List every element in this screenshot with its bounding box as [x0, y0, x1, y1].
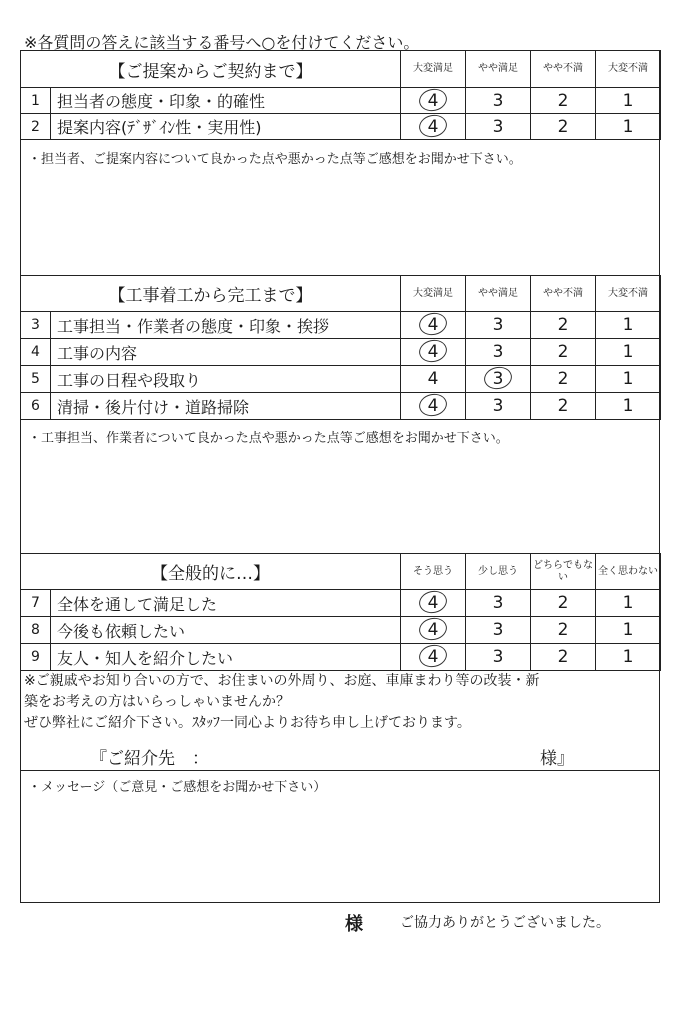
- referral-label: 『ご紹介先 ：: [90, 749, 209, 769]
- section1-comment-prompt: ・担当者、ご提案内容について良かった点や悪かった点等ご感想をお聞かせ下さい。: [28, 152, 522, 167]
- section1-table: [20, 50, 661, 140]
- section2-col-2: やや満足: [466, 276, 531, 312]
- question-row-8: [21, 617, 661, 644]
- circle-mark: [417, 617, 449, 643]
- score-3-option[interactable]: 3: [466, 366, 531, 393]
- question-row-5: [21, 366, 661, 393]
- circle-mark: [417, 393, 449, 419]
- score-4-option[interactable]: 4: [401, 617, 466, 644]
- score-4-option[interactable]: 4: [401, 114, 466, 140]
- section2-col-3: やや不満: [531, 276, 596, 312]
- circle-mark: [417, 590, 449, 616]
- section3-col-1: そう思う: [401, 554, 466, 590]
- score-2-option[interactable]: 2: [531, 366, 596, 393]
- score-1-option[interactable]: 1: [596, 88, 661, 114]
- score-4-option[interactable]: 4: [401, 590, 466, 617]
- referral-note-line1: ※ご親戚やお知り合いの方で、お住まいの外周り、お庭、車庫まわり等の改装・新: [24, 673, 540, 689]
- question-row-6: [21, 393, 661, 420]
- score-2-option[interactable]: 2: [531, 88, 596, 114]
- score-3-option[interactable]: 3: [466, 339, 531, 366]
- score-4-option[interactable]: 4: [401, 88, 466, 114]
- score-2-option[interactable]: 2: [531, 590, 596, 617]
- referral-note-line2: 築をお考えの方はいらっしゃいませんか？: [24, 694, 290, 710]
- circle-mark: [417, 114, 449, 140]
- score-3-option[interactable]: 3: [466, 114, 531, 140]
- question-text: 今後も依頼したい: [51, 617, 401, 644]
- score-1-option[interactable]: 1: [596, 366, 661, 393]
- score-1-option[interactable]: 1: [596, 339, 661, 366]
- score-4-option[interactable]: 4: [401, 312, 466, 339]
- question-row-2: [21, 114, 661, 140]
- section3-col-3: どちらでもない: [531, 554, 596, 590]
- question-text: 工事の日程や段取り: [51, 366, 401, 393]
- question-number: 7: [21, 590, 51, 617]
- score-1-option[interactable]: 1: [596, 617, 661, 644]
- section1-col-3: やや不満: [531, 51, 596, 88]
- referral-suffix: 様』: [540, 749, 574, 769]
- question-row-3: [21, 312, 661, 339]
- score-2-option[interactable]: 2: [531, 339, 596, 366]
- question-text: 全体を通して満足した: [51, 590, 401, 617]
- divider: [20, 770, 660, 771]
- score-4-option[interactable]: 4: [401, 339, 466, 366]
- question-number: 1: [21, 88, 51, 114]
- question-number: 9: [21, 644, 51, 671]
- question-row-9: [21, 644, 661, 671]
- section2-col-1: 大変満足: [401, 276, 466, 312]
- score-2-option[interactable]: 2: [531, 617, 596, 644]
- question-number: 4: [21, 339, 51, 366]
- question-row-4: [21, 339, 661, 366]
- score-1-option[interactable]: 1: [596, 393, 661, 420]
- circle-mark: [417, 339, 449, 365]
- score-2-option[interactable]: 2: [531, 644, 596, 671]
- section2-col-4: 大変不満: [596, 276, 661, 312]
- score-4-option[interactable]: 4: [401, 393, 466, 420]
- score-2-option[interactable]: 2: [531, 393, 596, 420]
- score-3-option[interactable]: 3: [466, 393, 531, 420]
- section2-table: [20, 275, 661, 420]
- section3-col-2: 少し思う: [466, 554, 531, 590]
- section3-col-4: 全く思わない: [596, 554, 661, 590]
- question-text: 友人・知人を紹介したい: [51, 644, 401, 671]
- question-row-1: [21, 88, 661, 114]
- section1-title: 【ご提案からご契約まで】: [21, 51, 401, 88]
- circle-mark: [482, 366, 514, 392]
- score-3-option[interactable]: 3: [466, 88, 531, 114]
- score-1-option[interactable]: 1: [596, 114, 661, 140]
- question-number: 5: [21, 366, 51, 393]
- circle-mark: [417, 88, 449, 114]
- question-number: 3: [21, 312, 51, 339]
- score-3-option[interactable]: 3: [466, 617, 531, 644]
- circle-mark: [417, 312, 449, 338]
- section1-col-1: 大変満足: [401, 51, 466, 88]
- score-1-option[interactable]: 1: [596, 644, 661, 671]
- question-row-7: [21, 590, 661, 617]
- section2-comment-prompt: ・工事担当、作業者について良かった点や悪かった点等ご感想をお聞かせ下さい。: [28, 431, 509, 446]
- section2-title: 【工事着工から完工まで】: [21, 276, 401, 312]
- question-number: 6: [21, 393, 51, 420]
- score-1-option[interactable]: 1: [596, 312, 661, 339]
- score-4-option[interactable]: 4: [401, 366, 466, 393]
- question-number: 2: [21, 114, 51, 140]
- question-text: 工事の内容: [51, 339, 401, 366]
- score-3-option[interactable]: 3: [466, 590, 531, 617]
- score-1-option[interactable]: 1: [596, 590, 661, 617]
- score-2-option[interactable]: 2: [531, 114, 596, 140]
- question-text: 清掃・後片付け・道路掃除: [51, 393, 401, 420]
- question-number: 8: [21, 617, 51, 644]
- question-text: 工事担当・作業者の態度・印象・挨拶: [51, 312, 401, 339]
- instruction-text: ※各質問の答えに該当する番号へ○を付けてください。: [24, 33, 420, 52]
- referral-note-line3: ぜひ弊社にご紹介下さい。ｽﾀｯﾌ一同心よりお待ち申し上げております。: [24, 715, 471, 731]
- circle-mark: [417, 644, 449, 670]
- score-3-option[interactable]: 3: [466, 644, 531, 671]
- score-4-option[interactable]: 4: [401, 644, 466, 671]
- section1-col-4: 大変不満: [596, 51, 661, 88]
- section1-col-2: やや満足: [466, 51, 531, 88]
- question-text: 提案内容(ﾃﾞｻﾞｲﾝ性・実用性): [51, 114, 401, 140]
- section3-title: 【全般的に…】: [21, 554, 401, 590]
- thanks-text: ご協力ありがとうございました。: [400, 915, 610, 931]
- name-suffix: 様: [345, 914, 363, 935]
- score-2-option[interactable]: 2: [531, 312, 596, 339]
- message-prompt: ・メッセージ（ご意見・ご感想をお聞かせ下さい）: [28, 780, 327, 795]
- section3-table: [20, 553, 661, 671]
- question-text: 担当者の態度・印象・的確性: [51, 88, 401, 114]
- score-3-option[interactable]: 3: [466, 312, 531, 339]
